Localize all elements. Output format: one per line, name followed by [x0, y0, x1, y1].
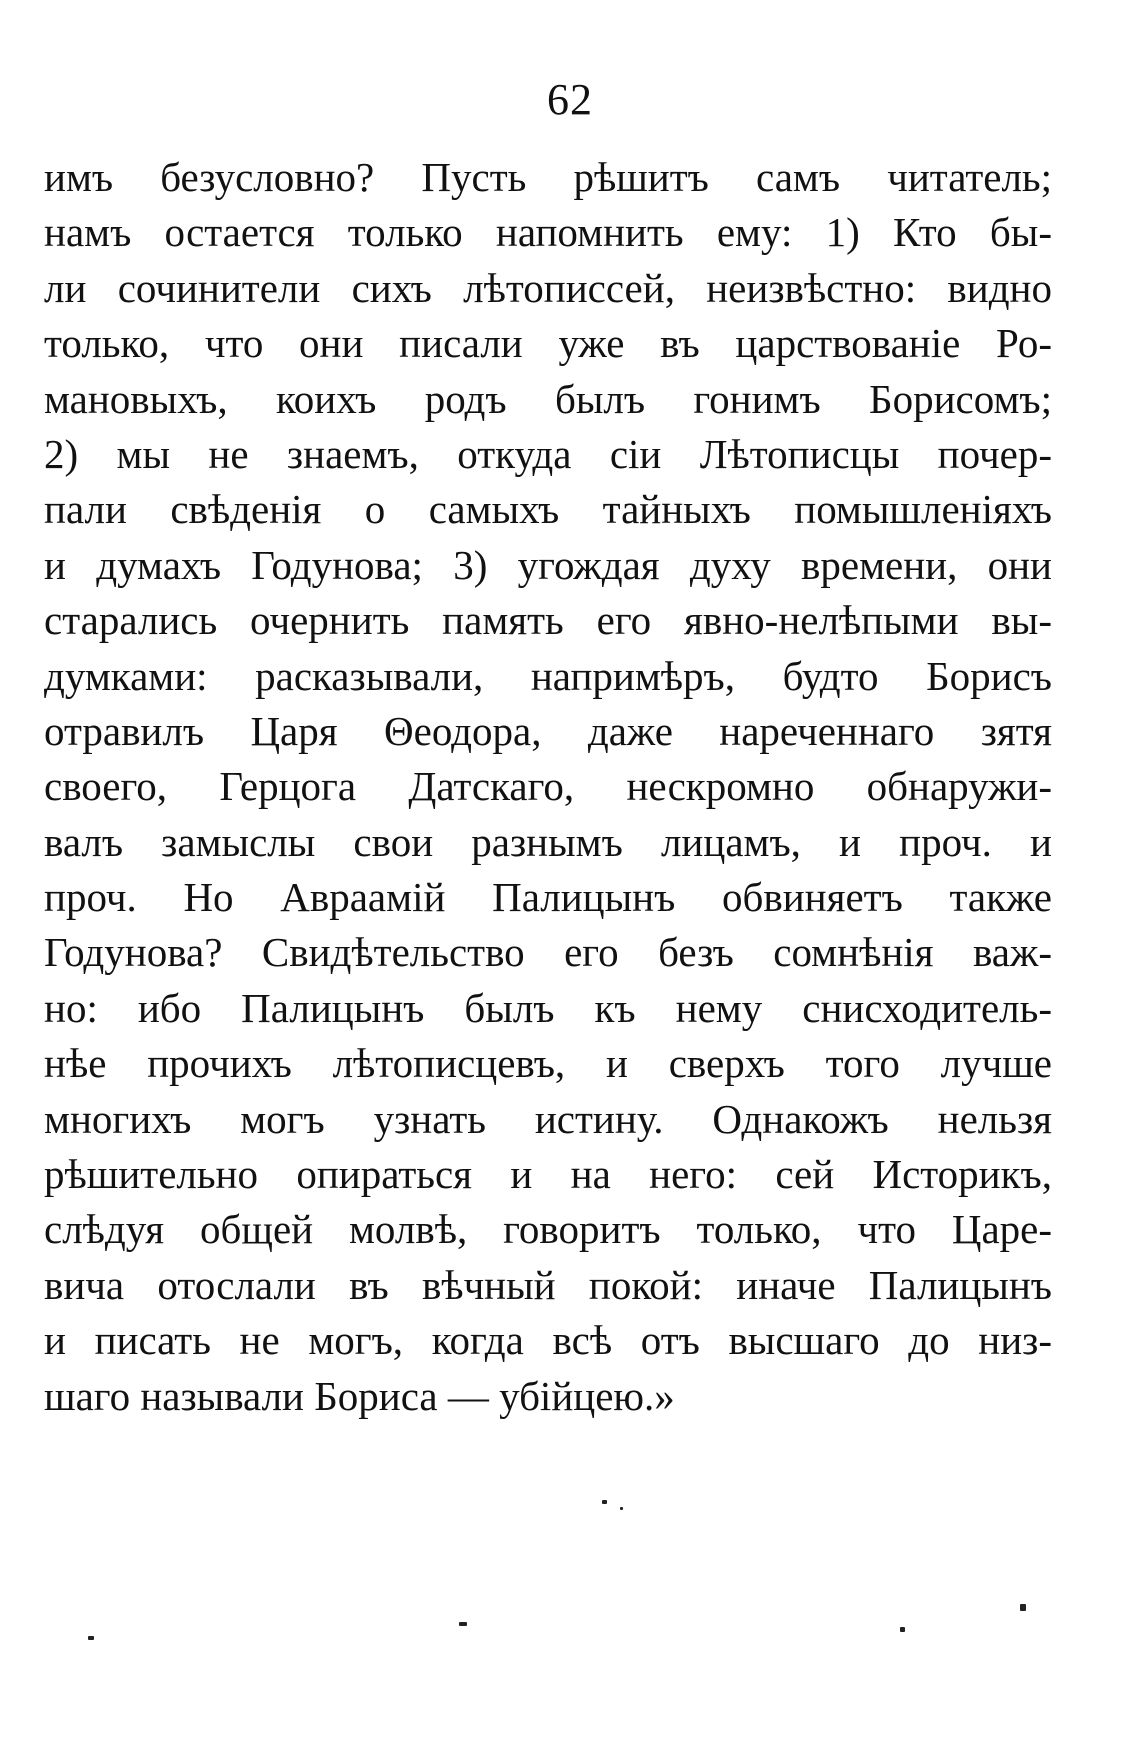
- text-line: многихъ могъ узнать истину. Однакожъ нельзя: [44, 1095, 1052, 1142]
- text-line: ли сочинители сихъ лѣтописсей, неизвѣстно: видно: [44, 264, 1052, 311]
- page-number: 62: [547, 75, 593, 124]
- text-line: только, что они писали уже въ царствованіе Ро-: [44, 320, 1052, 367]
- text-line: нѣе прочихъ лѣтописцевъ, и сверхъ того лучше: [44, 1040, 1052, 1087]
- text-line: Годунова? Свидѣтельство его безъ сомнѣнія важ-: [44, 929, 1052, 976]
- text-line: намъ остается только напомнить ему: 1) Кто бы-: [44, 209, 1052, 256]
- text-line: рѣшительно опираться и на него: сей Историкъ,: [44, 1151, 1052, 1198]
- text-line: вича отослали въ вѣчный покой: иначе Палицынъ: [44, 1261, 1052, 1308]
- text-line: но: ибо Палицынъ былъ къ нему снисходитель-: [44, 984, 1052, 1031]
- text-line: старались очернить память его явно-нелѣпыми вы-: [44, 597, 1052, 644]
- text-line: своего, Герцога Датскаго, нескромно обнаружи-: [44, 763, 1052, 810]
- body-text: [44, 150, 1052, 1424]
- scan-speck: [88, 1636, 94, 1640]
- text-line: и писать не могъ, когда всѣ отъ высшаго до низ-: [44, 1317, 1052, 1364]
- text-line: валъ замыслы свои разнымъ лицамъ, и проч. и: [44, 818, 1052, 865]
- text-line: и думахъ Годунова; 3) угождая духу времени, они: [44, 541, 1052, 588]
- text-line: думками: расказывали, напримѣръ, будто Борисъ: [44, 652, 1052, 699]
- text-line: шаго называли Бориса — убійцею.»: [44, 1372, 675, 1419]
- scan-speck: [900, 1627, 905, 1632]
- text-line: 2) мы не знаемъ, откуда сіи Лѣтописцы почер-: [44, 430, 1052, 477]
- scan-speck: [602, 1500, 607, 1504]
- text-line: отравилъ Царя Θеодора, даже нареченнаго зятя: [44, 707, 1052, 754]
- text-line: пали свѣденія о самыхъ тайныхъ помышленіяхъ: [44, 486, 1052, 533]
- text-line: слѣдуя общей молвѣ, говоритъ только, что Царе-: [44, 1206, 1052, 1253]
- text-line: проч. Но Авраамій Палицынъ обвиняетъ также: [44, 874, 1052, 921]
- scan-speck: [620, 1507, 623, 1510]
- scan-speck: [459, 1622, 467, 1626]
- scan-speck: [1020, 1604, 1026, 1611]
- text-line: мановыхъ, коихъ родъ былъ гонимъ Борисомъ;: [44, 375, 1052, 422]
- text-line: имъ безусловно? Пусть рѣшитъ самъ читатель;: [44, 154, 1052, 200]
